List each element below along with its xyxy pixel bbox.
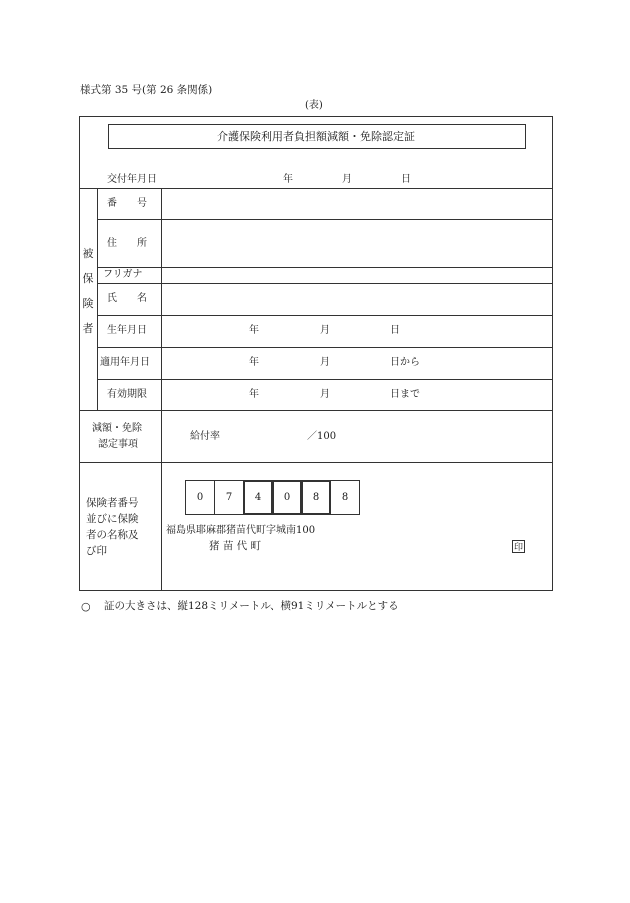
issue-date-label: 交付年月日 <box>107 174 157 185</box>
divider-label-col <box>161 188 162 591</box>
birth-year: 年 <box>249 325 259 336</box>
footnote-mark: ○ <box>81 600 91 613</box>
number-label: 番 号 <box>107 198 147 209</box>
insured-char-1: 被 <box>82 247 94 260</box>
valid-year: 年 <box>249 389 259 400</box>
insurer-address: 福島県耶麻郡猪苗代町字城南100 <box>166 525 316 536</box>
apply-month: 月 <box>320 357 330 368</box>
insurer-label-line3: 者の名称及 <box>86 529 139 541</box>
birth-month: 月 <box>320 325 330 336</box>
divider-apply <box>97 379 553 380</box>
insurer-label-line1: 保険者番号 <box>86 497 139 509</box>
issue-day: 日 <box>401 174 411 185</box>
divider-issue <box>79 188 553 189</box>
insurer-digit-4: 0 <box>272 480 302 515</box>
issue-year: 年 <box>283 174 293 185</box>
benefit-rate-value: ／100 <box>307 431 337 442</box>
divider-group-col <box>97 188 98 410</box>
insured-char-2: 保 <box>82 272 94 285</box>
divider-furigana <box>97 283 553 284</box>
issue-month: 月 <box>342 174 352 185</box>
insurer-label-line4: び印 <box>86 545 107 557</box>
form-number: 様式第 35 号(第 26 条関係) <box>80 84 213 96</box>
furigana-label: フリガナ <box>103 269 143 280</box>
side-label: (表) <box>305 100 323 111</box>
divider-birth <box>97 347 553 348</box>
reduction-label-line2: 認定事項 <box>98 439 138 450</box>
insured-char-4: 者 <box>82 322 94 335</box>
divider-valid <box>79 410 553 411</box>
insurer-digit-5: 8 <box>301 480 331 515</box>
insurer-label-line2: 並びに保険 <box>86 513 139 525</box>
insurer-name: 猪 苗 代 町 <box>209 540 262 552</box>
insurer-digit-1: 0 <box>185 480 215 515</box>
divider-number <box>97 219 553 220</box>
valid-day: 日まで <box>390 389 420 400</box>
apply-date-label: 適用年月日 <box>100 357 150 368</box>
insurer-digit-3: 4 <box>243 480 273 515</box>
birth-day: 日 <box>390 325 400 336</box>
birth-date-label: 生年月日 <box>107 325 147 336</box>
address-label: 住 所 <box>107 238 147 249</box>
benefit-rate-label: 給付率 <box>190 431 220 442</box>
valid-month: 月 <box>320 389 330 400</box>
seal-mark: 印 <box>512 540 525 553</box>
divider-reduction <box>79 462 553 463</box>
apply-year: 年 <box>249 357 259 368</box>
insurer-digit-6: 8 <box>330 480 360 515</box>
card-title: 介護保険利用者負担額減額・免除認定証 <box>217 130 415 143</box>
divider-name <box>97 315 553 316</box>
name-label: 氏 名 <box>107 293 147 304</box>
reduction-label-line1: 減額・免除 <box>92 423 142 434</box>
valid-until-label: 有効期限 <box>107 389 147 400</box>
footnote-text: 証の大きさは、縦128ミリメートル、横91ミリメートルとする <box>104 600 399 612</box>
insured-char-3: 険 <box>82 297 94 310</box>
apply-day: 日から <box>390 357 420 368</box>
insurer-digit-2: 7 <box>214 480 244 515</box>
divider-address <box>97 267 553 268</box>
